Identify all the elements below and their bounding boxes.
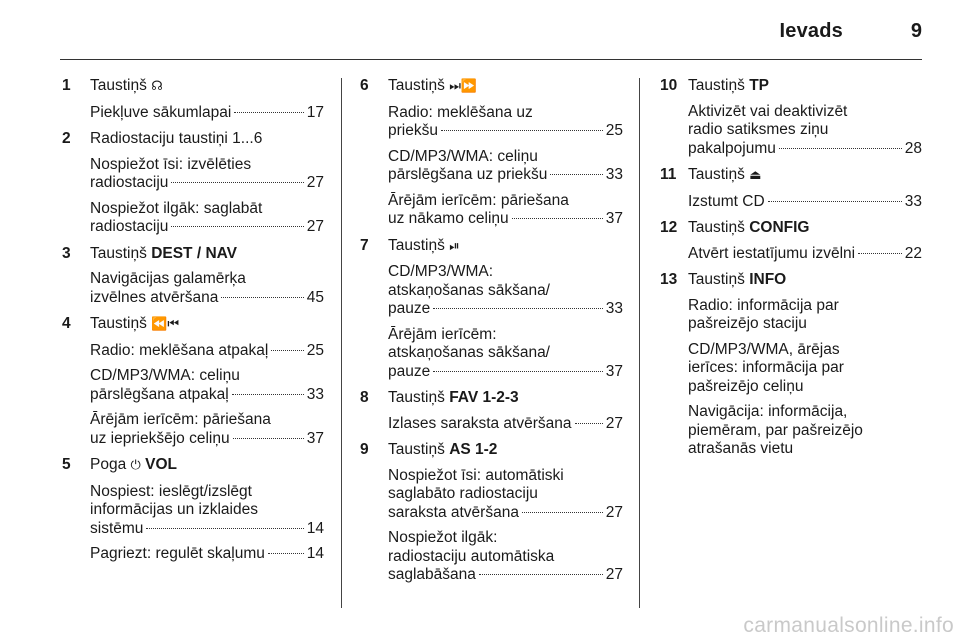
- description-text: Nospiežot īsi: izvēlēties: [90, 155, 252, 173]
- entry-heading: [660, 77, 922, 96]
- entry-heading: [62, 315, 324, 335]
- entry-button-name: CONFIG: [749, 219, 810, 236]
- entry-heading: [62, 245, 324, 264]
- entry-number: 2: [62, 130, 71, 147]
- entry-button-name: DEST / NAV: [151, 244, 238, 262]
- entry-description: [388, 529, 623, 585]
- entry-label-text: Taustiņš: [688, 271, 745, 288]
- entry-label-text: Taustiņš: [388, 236, 445, 254]
- entry-heading: [360, 389, 623, 408]
- entry-description: [388, 263, 623, 319]
- entry-label: [90, 245, 237, 264]
- control-entry: [62, 315, 324, 448]
- entry-heading: [360, 237, 623, 257]
- entry-description: [388, 104, 623, 141]
- control-entry: [660, 271, 922, 459]
- description-text: Nospiežot ilgāk:: [388, 529, 498, 546]
- control-entry: [360, 441, 623, 585]
- dot-leader: [512, 218, 603, 219]
- toc-line: [90, 104, 324, 123]
- entry-heading: [360, 77, 623, 97]
- control-entry: [660, 219, 922, 263]
- entry-label: [688, 219, 809, 238]
- dot-leader: [171, 182, 303, 183]
- description-text: radiostaciju: [90, 174, 169, 191]
- entry-description: [90, 156, 324, 193]
- description-text: pauze: [388, 362, 431, 380]
- control-entry: [62, 130, 324, 237]
- description-text: CD/MP3/WMA:: [388, 263, 494, 280]
- page-reference: 25: [605, 122, 623, 139]
- entry-description: [90, 483, 324, 539]
- entry-label-text: Taustiņš: [90, 315, 147, 332]
- control-entry: [360, 77, 623, 229]
- dot-leader: [271, 350, 303, 351]
- entry-label-text: Poga: [90, 456, 127, 473]
- description-text: atskaņošanas sākšana/: [388, 281, 550, 299]
- entry-label-text: Taustiņš: [388, 389, 445, 406]
- page-reference: 33: [306, 385, 324, 403]
- dot-leader: [522, 512, 603, 513]
- description-text: Atvērt iestatījumu izvēlni: [688, 244, 856, 262]
- entry-label: [688, 271, 786, 290]
- page-reference: 33: [605, 300, 623, 317]
- description-text: Navigācijas galamērķa: [90, 270, 246, 287]
- entry-button-name: VOL: [145, 456, 177, 473]
- description-text: pašreizējo staciju: [688, 315, 807, 332]
- description-text: piemēram, par pašreizējo: [688, 421, 863, 439]
- entry-label: [90, 456, 177, 476]
- entry-label-text: Taustiņš: [688, 77, 745, 94]
- entry-description: [90, 342, 324, 361]
- entry-label: [688, 77, 769, 96]
- description-text: atskaņošanas sākšana/: [388, 344, 550, 361]
- page-reference: 28: [904, 139, 922, 157]
- page-reference: 27: [605, 566, 623, 583]
- dot-leader: [232, 394, 304, 395]
- description-text: Nospiest: ieslēgt/izslēgt: [90, 482, 252, 500]
- description-text: CD/MP3/WMA: celiņu: [388, 147, 538, 165]
- description-text: pārslēgšana uz priekšu: [388, 166, 548, 183]
- description-text: Piekļuve sākumlapai: [90, 103, 232, 121]
- entry-description: [90, 411, 324, 448]
- dot-leader: [779, 148, 902, 149]
- page-header: [0, 0, 960, 60]
- page-reference: 27: [605, 503, 623, 521]
- toc-line: [688, 245, 922, 264]
- dot-leader: [433, 371, 603, 372]
- page-reference: 37: [306, 429, 324, 447]
- button-symbol-icon: ⏏: [749, 168, 762, 183]
- entry-number: 6: [360, 77, 369, 94]
- entry-number: 10: [660, 77, 678, 94]
- entry-heading: [660, 166, 922, 186]
- toc-line: [388, 122, 623, 141]
- entry-description: [90, 270, 324, 307]
- description-text: uz nākamo celiņu: [388, 210, 509, 227]
- description-text: saglabāšana: [388, 566, 476, 583]
- control-entry: [660, 77, 922, 158]
- description-text: saraksta atvēršana: [388, 503, 519, 521]
- toc-line: [90, 520, 324, 539]
- entry-number: 12: [660, 219, 678, 236]
- page-reference: 27: [306, 218, 324, 235]
- description-text: Aktivizēt vai deaktivizēt: [688, 102, 848, 120]
- entry-label: [90, 77, 163, 97]
- page-reference: 33: [904, 192, 922, 210]
- column-1: [62, 77, 324, 572]
- toc-line: [90, 174, 324, 193]
- entry-label: [688, 166, 761, 186]
- entry-description: [688, 193, 922, 212]
- toc-line: [90, 430, 324, 449]
- entry-heading: [62, 130, 324, 149]
- control-entry: [62, 77, 324, 122]
- entry-label: [90, 130, 262, 149]
- page-reference: 37: [605, 362, 623, 380]
- dot-leader: [146, 528, 303, 529]
- dot-leader: [221, 297, 303, 298]
- entry-description: [688, 403, 922, 459]
- description-text: pārslēgšana atpakaļ: [90, 385, 229, 403]
- entry-label-text: Taustiņš: [688, 219, 745, 236]
- dot-leader: [234, 112, 303, 113]
- column-3: [660, 77, 922, 467]
- control-entry: [360, 389, 623, 433]
- description-text: Izstumt CD: [688, 192, 765, 210]
- description-text: ierīces: informācija par: [688, 359, 844, 376]
- entry-heading: [660, 219, 922, 238]
- entry-label: [90, 315, 179, 335]
- column-divider: [639, 78, 640, 608]
- toc-line: [388, 566, 623, 585]
- entry-heading: [62, 77, 324, 97]
- dot-leader: [441, 130, 603, 131]
- description-text: radiostaciju automātiska: [388, 547, 555, 565]
- button-symbol-icon: ⏭⏩: [449, 79, 478, 94]
- dot-leader: [479, 574, 603, 575]
- description-text: Radio: meklēšana uz: [388, 103, 533, 121]
- button-symbol-icon: ☊: [151, 79, 163, 94]
- entry-label-text: Taustiņš: [90, 244, 147, 262]
- dot-leader: [433, 308, 603, 309]
- description-text: pašreizējo celiņu: [688, 377, 804, 395]
- page-title: Ievads: [779, 20, 843, 42]
- description-text: Izlases saraksta atvēršana: [388, 414, 572, 432]
- toc-line: [90, 218, 324, 237]
- dot-leader: [268, 553, 304, 554]
- control-entry: [360, 237, 623, 382]
- entry-number: 9: [360, 441, 369, 458]
- description-text: radiostaciju: [90, 218, 169, 235]
- entry-description: [388, 192, 623, 229]
- column-divider: [341, 78, 342, 608]
- entry-description: [388, 148, 623, 185]
- entry-button-name: TP: [749, 77, 769, 94]
- description-text: Nospiežot ilgāk: saglabāt: [90, 199, 263, 217]
- column-2: [360, 77, 623, 593]
- dot-leader: [858, 253, 902, 254]
- description-text: CD/MP3/WMA, ārējas: [688, 340, 840, 358]
- page-reference: 22: [904, 244, 922, 262]
- description-text: radio satiksmes ziņu: [688, 121, 829, 138]
- page-number: 9: [910, 20, 922, 42]
- entry-button-name: AS 1-2: [449, 441, 498, 458]
- toc-line: [388, 166, 623, 185]
- button-symbol-icon: ⏪⏮: [151, 317, 180, 332]
- description-text: informācijas un izklaides: [90, 501, 258, 518]
- page-reference: 17: [306, 103, 324, 121]
- entry-number: 13: [660, 271, 678, 288]
- description-text: pauze: [388, 300, 431, 317]
- entry-description: [90, 545, 324, 564]
- toc-line: [388, 363, 623, 382]
- control-entry: [62, 456, 324, 564]
- description-text: izvēlnes atvēršana: [90, 288, 219, 306]
- entry-button-name: FAV 1-2-3: [449, 389, 519, 406]
- toc-line: [90, 386, 324, 405]
- entry-label: [388, 237, 460, 257]
- dot-leader: [550, 174, 602, 175]
- description-text: atrašanās vietu: [688, 440, 794, 457]
- toc-line: [90, 342, 324, 361]
- button-symbol-icon: ⏯: [449, 238, 460, 254]
- toc-line: [688, 193, 922, 212]
- entry-label-text: Taustiņš: [388, 441, 445, 458]
- description-text: Pagriezt: regulēt skaļumu: [90, 545, 265, 562]
- dot-leader: [575, 423, 603, 424]
- toc-line: [688, 140, 922, 159]
- entry-heading: [660, 271, 922, 290]
- page-reference: 33: [605, 166, 623, 183]
- entry-number: 3: [62, 244, 71, 262]
- toc-line: [388, 210, 623, 229]
- entry-number: 8: [360, 389, 369, 406]
- page-reference: 14: [306, 519, 324, 537]
- entry-number: 11: [660, 166, 677, 183]
- page-reference: 27: [605, 414, 623, 432]
- entry-description: [90, 200, 324, 237]
- description-text: Navigācija: informācija,: [688, 403, 848, 420]
- description-text: Nospiežot īsi: automātiski: [388, 466, 564, 484]
- entry-button-name: INFO: [749, 271, 787, 288]
- button-symbol-icon: ⏻: [130, 458, 141, 473]
- toc-line: [388, 504, 623, 523]
- page-reference: 25: [306, 341, 324, 359]
- description-text: priekšu: [388, 122, 438, 139]
- entry-description: [688, 341, 922, 397]
- dot-leader: [233, 438, 304, 439]
- entry-description: [90, 104, 324, 123]
- description-text: Ārējām ierīcēm: pāriešana: [90, 411, 271, 428]
- description-text: uz iepriekšējo celiņu: [90, 429, 230, 447]
- description-text: CD/MP3/WMA: celiņu: [90, 367, 240, 384]
- entry-heading: [62, 456, 324, 476]
- entry-description: [90, 367, 324, 404]
- description-text: Radio: meklēšana atpakaļ: [90, 341, 269, 359]
- dot-leader: [171, 226, 303, 227]
- description-text: pakalpojumu: [688, 139, 776, 157]
- control-entry: [62, 245, 324, 308]
- entry-label: [388, 441, 497, 460]
- entry-label-text: Taustiņš: [90, 77, 147, 94]
- description-text: Ārējām ierīcēm:: [388, 325, 497, 343]
- page-reference: 45: [306, 288, 324, 306]
- description-text: Ārējām ierīcēm: pāriešana: [388, 191, 569, 209]
- toc-line: [90, 545, 324, 564]
- toc-line: [388, 300, 623, 319]
- page-reference: 27: [306, 174, 324, 191]
- dot-leader: [768, 201, 902, 202]
- entry-description: [388, 467, 623, 523]
- control-entry: [660, 166, 922, 211]
- description-text: saglabāto radiostaciju: [388, 485, 538, 502]
- entry-description: [688, 297, 922, 334]
- page-reference: 37: [605, 210, 623, 227]
- entry-description: [688, 245, 922, 264]
- entry-number: 5: [62, 456, 71, 473]
- page-reference: 14: [306, 545, 324, 562]
- toc-line: [388, 415, 623, 434]
- entry-label-text: Taustiņš: [388, 77, 445, 94]
- entry-label-text: Radiostaciju taustiņi 1...6: [90, 130, 263, 147]
- header-rule: [60, 59, 922, 60]
- entry-number: 4: [62, 315, 71, 332]
- toc-line: [90, 289, 324, 308]
- description-text: sistēmu: [90, 519, 144, 537]
- entry-label-text: Taustiņš: [688, 166, 745, 183]
- entry-number: 7: [360, 236, 369, 254]
- description-text: Radio: informācija par: [688, 296, 839, 314]
- entry-label: [388, 389, 519, 408]
- watermark: carmanualsonline.info: [743, 614, 954, 637]
- entry-description: [388, 415, 623, 434]
- entry-description: [688, 103, 922, 159]
- entry-heading: [360, 441, 623, 460]
- entry-number: 1: [62, 77, 71, 94]
- entry-description: [388, 326, 623, 382]
- entry-label: [388, 77, 477, 97]
